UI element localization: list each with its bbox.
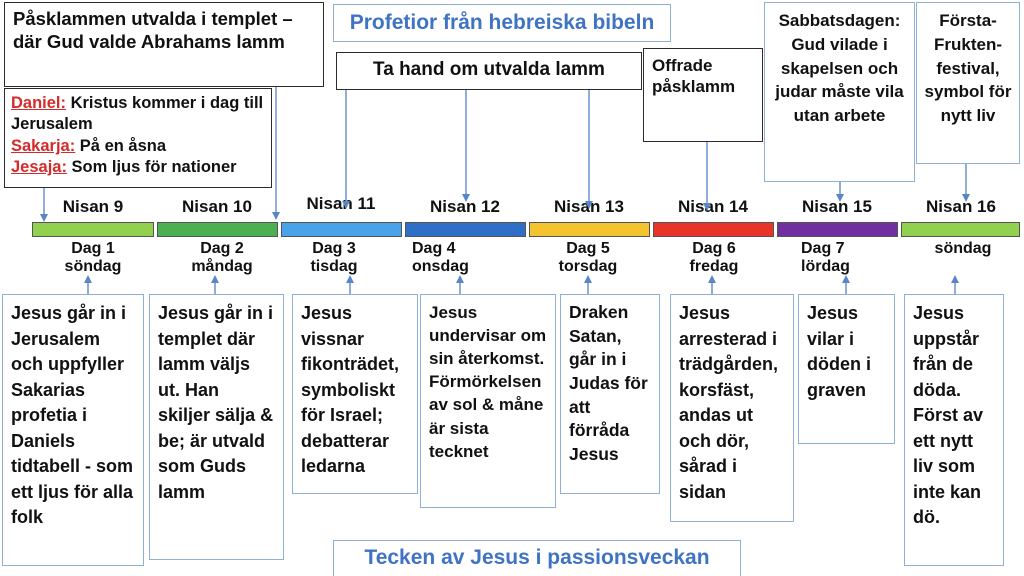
weekday-6: fredag (689, 258, 739, 276)
weekday-2: måndag (191, 258, 253, 276)
sabbath-box: Sabbatsdagen: Gud vilade i skapelsen och judar måste vila utan arbete (764, 2, 915, 182)
nisan-label-16: Nisan 16 (926, 197, 996, 216)
prophecy-sakarja-text: På en åsna (75, 136, 167, 155)
prophet-daniel: Daniel: (11, 94, 67, 112)
nisan-label-14: Nisan 14 (678, 197, 748, 216)
lamb-chosen-box: Påsklammen utvalda i templet – där Gud valde Abrahams lamm (4, 2, 324, 87)
prophecy-jesaja-text: Som ljus för nationer (66, 158, 237, 177)
first-fruits-box: Första-Frukten-festival, symbol för nytt liv (916, 2, 1020, 164)
nisan-label-10: Nisan 10 (182, 197, 252, 216)
event-box-day-2: Jesus går in i templet där lamm väljs ut. Han skiljer sälja & be; är utvald som Guds lamm (149, 294, 284, 560)
weekday-1: söndag (64, 258, 122, 276)
weekday-5: torsdag (558, 258, 618, 276)
event-box-day-5: Draken Satan, går in i Judas för att förråda Jesus (560, 294, 660, 494)
day-number-5: Dag 5 (566, 240, 610, 257)
event-box-day-4: Jesus undervisar om sin återkomst. Förmörkelsen av sol & måne är sista tecknet (420, 294, 556, 508)
day-number-6: Dag 6 (692, 240, 736, 257)
page-title: Profetior från hebreiska bibeln (333, 4, 671, 42)
care-for-lambs-box: Ta hand om utvalda lamm (336, 52, 642, 90)
event-box-day-8: Jesus uppstår från de döda. Först av ett nytt liv som inte kan dö. (904, 294, 1004, 566)
nisan-label-15: Nisan 15 (802, 197, 872, 216)
weekday-8: söndag (934, 240, 992, 257)
weekday-7: lördag (801, 258, 850, 276)
day-number-3: Dag 3 (312, 240, 356, 257)
offered-lamb-box: Offrade påsklamm (643, 48, 763, 142)
weekday-3: tisdag (310, 258, 358, 276)
day-number-1: Dag 1 (71, 240, 115, 257)
prophet-sakarja: Sakarja: (11, 136, 76, 155)
event-box-day-7: Jesus vilar i döden i graven (798, 294, 895, 444)
nisan-label-9: Nisan 9 (62, 197, 124, 216)
weekday-4: onsdag (412, 258, 469, 276)
event-box-day-6: Jesus arresterad i trädgården, korsfäst, andas ut och dör, sårad i sidan (670, 294, 794, 522)
nisan-label-11: Nisan 11 (306, 194, 376, 213)
bottom-title: Tecken av Jesus i passionsveckan (333, 540, 741, 576)
nisan-label-13: Nisan 13 (554, 197, 624, 216)
nisan-label-12: Nisan 12 (430, 197, 500, 216)
event-box-day-3: Jesus vissnar fikonträdet, symboliskt för Israel; debatterar ledarna (292, 294, 418, 494)
event-box-day-1: Jesus går in i Jerusalem och uppfyller Sakarias profetia i Daniels tidtabell - som ett ljus för alla folk (2, 294, 144, 566)
day-number-7: Dag 7 (801, 240, 845, 257)
prophecy-daniel-text: Kristus kommer i dag till Jerusalem (11, 94, 264, 134)
day-number-2: Dag 2 (200, 240, 244, 257)
prophet-jesaja: Jesaja: (11, 158, 67, 177)
day-number-4: Dag 4 (412, 240, 456, 257)
